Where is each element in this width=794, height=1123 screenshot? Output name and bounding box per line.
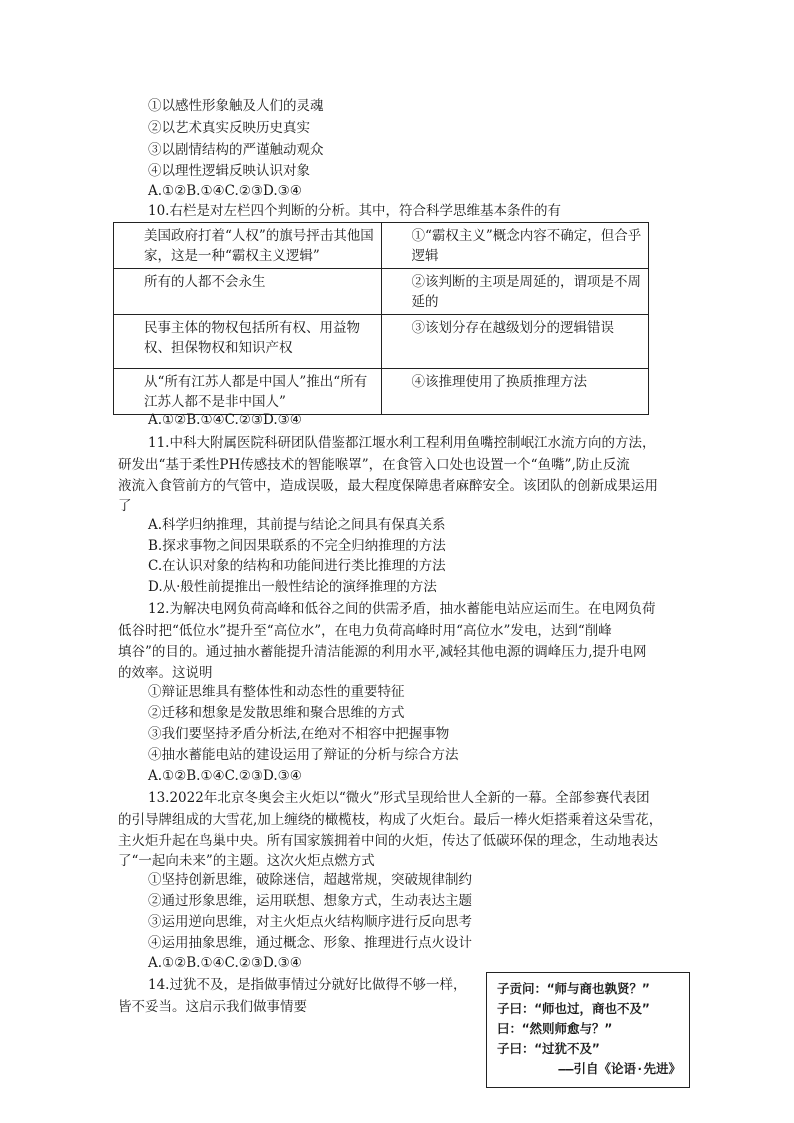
table-cell-analysis: ①“霸权主义”概念内容不确定，但合乎逻辑 [381,223,649,269]
q13-line-4: 了“一起向未来”的主题。这次火炬点燃方式 [118,853,375,869]
q13-line-3: 主火炬升起在鸟巢中央。所有国家簇拥着中间的火炬，传达了低碳环保的理念，生动地表达 [118,833,658,849]
quote-line: 曰：“然则师愈与？” [497,1021,613,1036]
quote-line: 子贡问：“师与商也孰贤？” [497,981,650,996]
q13-line-1: 13.2022年北京冬奥会主火炬以“微火”形式呈现给世人全新的一幕。全部参赛代表团 [148,790,650,806]
q11-line-4: 了 [118,498,132,514]
q12-line-4: 的效率。这说明 [118,665,213,681]
q13-line-2: 的引导牌组成的大雪花,加上缠绕的橄榄枝，构成了火炬台。最后一棒火炬搭乘着这朵雪花， [118,812,663,828]
q12-option-4: ④抽水蓄能电站的建设运用了辩证的分析与综合方法 [148,747,459,763]
table-cell-analysis: ②该判断的主项是周延的，谓项是不周延的 [381,269,649,315]
q13-option-4: ④运用抽象思维，通过概念、形象、推理进行点火设计 [148,935,472,951]
analects-quote-box [486,972,690,1088]
q13-option-1: ①坚持创新思维，破除迷信，超越常规，突破规律制约 [148,872,472,888]
q12-option-1: ①辩证思维具有整体性和动态性的重要特征 [148,684,405,700]
q12-line-3: 填谷”的目的。通过抽水蓄能提升清洁能源的利用水平,减轻其他电源的调峰压力,提升电网 [118,644,647,660]
q12-option-3: ③我们要坚持矛盾分析法,在绝对不相容中把握事物 [148,726,450,742]
quote-line: 子曰：“师也过，商也不及” [497,1001,650,1016]
q13-option-2: ②通过形象思维，运用联想、想象方式，生动表达主题 [148,893,472,909]
q11-line-1: 11.中科大附属医院科研团队借鉴都江堰水利工程利用鱼嘴控制岷江水流方向的方法， [148,435,656,451]
q10-choices: A.①②B.①④C.②③D.③④ [148,412,302,428]
q11-option-c: C.在认识对象的结构和功能间进行类比推理的方法 [148,558,446,574]
q13-choices: A.①②B.①④C.②③D.③④ [148,955,302,971]
q9-option-2: ②以艺术真实反映历史真实 [148,120,310,136]
q11-option-b: B.探求事物之间因果联系的不完全归纳推理的方法 [148,538,446,554]
table-row [114,315,649,369]
table-cell-judgment: 所有的人都不会永生 [114,269,382,315]
q14-line-1: 14.过犹不及，是指做事情过分就好比做得不够一样， [148,977,467,993]
q11-option-d: D.从·般性前提推出一般性结论的演绎推理的方法 [148,579,437,595]
q11-line-2: 研发出“基于柔性PH传感技术的智能喉罩”，在食管入口处也设置一个“鱼嘴”,防止反流 [118,457,630,473]
q10-stem: 10.右栏是对左栏四个判断的分析。其中，符合科学思维基本条件的有 [148,203,561,219]
q12-option-2: ②迁移和想象是发散思维和聚合思维的方式 [148,705,405,721]
table-cell-judgment: 从“所有江苏人都是中国人”推出“所有江苏人都不是非中国人” [114,369,382,415]
q13-option-3: ③运用逆向思维，对主火炬点火结构顺序进行反向思考 [148,914,472,930]
table-row [114,269,649,315]
table-cell-analysis: ④该推理使用了换质推理方法 [381,369,649,415]
table-cell-judgment: 美国政府打着“人权”的旗号抨击其他国家，这是一种“霸权主义逻辑” [114,223,382,269]
q9-choices: A.①②B.①④C.②③D.③④ [148,183,302,199]
q14-line-2: 皆不妥当。这启示我们做事情要 [118,999,307,1015]
table-cell-analysis: ③该划分存在越级划分的逻辑错误 [381,315,649,369]
table-row [114,223,649,269]
q11-line-3: 液流入食管前方的气管中，造成误吸，最大程度保障患者麻醉安全。该团队的创新成果运用 [118,478,658,494]
q12-line-2: 低谷时把“低位水”提升至“高位水”，在电力负荷高峰时用“高位水”发电，达到“削峰 [118,623,612,639]
q9-option-1: ①以感性形象触及人们的灵魂 [148,98,324,114]
q9-option-3: ③以剧情结构的严谨触动观众 [148,142,324,158]
quote-source: ——引自《论语·先进》 [558,1061,681,1076]
q12-choices: A.①②B.①④C.②③D.③④ [148,768,302,784]
quote-line: 子曰：“过犹不及” [497,1041,600,1056]
table-row [114,369,649,415]
q12-line-1: 12.为解决电网负荷高峰和低谷之间的供需矛盾，抽水蓄能电站应运而生。在电网负荷 [148,601,656,617]
q9-option-4: ④以理性逻辑反映认识对象 [148,163,310,179]
q11-option-a: A.科学归纳推理，其前提与结论之间具有保真关系 [148,517,446,533]
table-cell-judgment: 民事主体的物权包括所有权、用益物权、担保物权和知识产权 [114,315,382,369]
q10-analysis-table [113,222,649,415]
